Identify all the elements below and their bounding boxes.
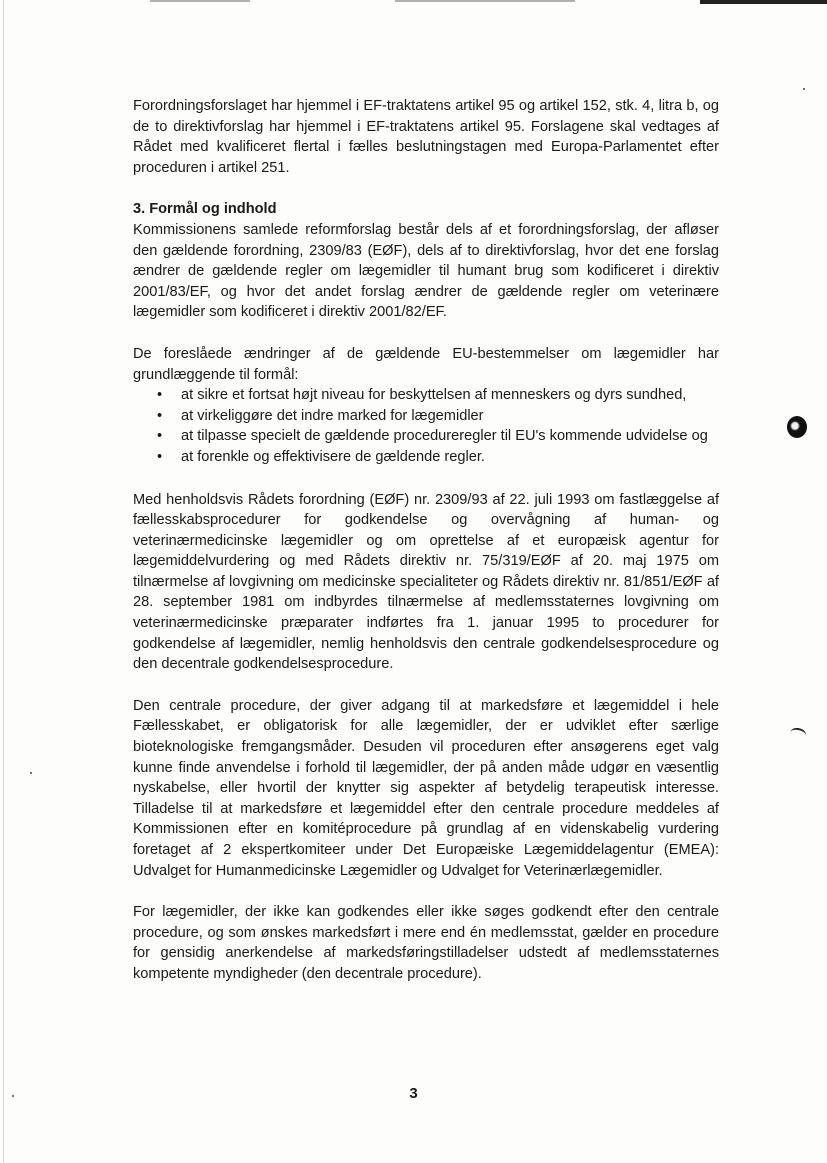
scan-mark [789,726,807,741]
scan-top-mark [700,0,827,4]
paragraph-decentral-procedure: For lægemidler, der ikke kan godkendes eller ikke søges godkendt efter den centrale procedure, og som ønskes markedsført i mere end én medlemsstat, gælder en procedure for gensidig anerkendelse af markedsføringstilladelser udstedt af medlemsstaternes kompetente myndigheder (den decentrale procedure). [133,904,719,982]
list-item: • at tilpasse specielt de gældende procedureregler til EU's kommende udvidelse og [133,426,719,447]
section-heading: 3. Formål og indhold [133,201,277,218]
scan-top-mark [150,0,250,2]
purpose-list [133,385,719,467]
scan-speck [803,88,805,90]
paragraph-purpose-intro: De foreslåede ændringer af de gældende EU-bestemmelser om lægemidler har grundlæggende til formål: [133,345,719,383]
punch-hole-mark [787,416,807,438]
bullet-icon: • [157,428,163,445]
bullet-icon: • [157,448,163,465]
paragraph-central-procedure: Den centrale procedure, der giver adgang til at markedsføre et lægemiddel i hele Fællesskabet, er obligatorisk for alle lægemidler, der er udviklet efter særlige bioteknologiske fremgangsmåder. Desuden vil proceduren efter ansøgerens eget valg kunne finde anvendelse i forhold til lægemidler, der på anden måde udgør en væsentlig nyskabelse, eller hvortil der knytter sig aspekter af betydelig terapeutisk interesse. Tilladelse til at markedsføre et lægemiddel efter den centrale procedure meddeles af Kommissionen efter en komitéprocedure på grundlag af en videnskabelig vurdering foretaget af 2 ekspertkomiteer under Det Europæiske Lægemiddelagentur (EMEA): Udvalget for Humanmedicinske Lægemidler og Udvalget for Veterinærlægemidler. [133,697,719,879]
paragraph-legal-basis: Forordningsforslaget har hjemmel i EF-traktatens artikel 95 og artikel 152, stk. 4, litra b, og de to direktivforslag har hjemmel i EF-traktatens artikel 95. Forslagene skal vedtages af Rådet med kvalificeret flertal i fælles beslutningstagen med Europa-Parlamentet efter proceduren i artikel 251. [133,98,719,176]
list-item: • at virkeliggøre det indre marked for lægemidler [133,406,719,427]
scan-speck [30,772,32,774]
scan-speck [12,1095,14,1097]
list-item: • at forenkle og effektivisere de gældende regler. [133,447,719,468]
page-number: 3 [409,1085,418,1102]
bullet-icon: • [157,407,163,424]
document-body [133,96,719,1006]
scan-edge-line [3,0,4,1163]
paragraph-reform-proposals: Kommissionens samlede reformforslag består dels af et forordningsforslag, der afløser den gældende forordning, 2309/83 (EØF), dels af to direktivforslag, hvor det ene forslag ændrer de gældende regler om lægemidler til humant brug som kodificeret i direktiv 2001/83/EF, og hvor det andet forslag ændrer de gældende regler om veterinære lægemidler som kodificeret i direktiv 2001/82/EF. [133,221,719,321]
list-item: • at sikre et fortsat højt niveau for beskyttelsen af menneskers og dyrs sundhed, [133,385,719,406]
bullet-icon: • [157,387,163,404]
paragraph-procedures-history: Med henholdsvis Rådets forordning (EØF) nr. 2309/93 af 22. juli 1993 om fastlæggelse af fællesskabsprocedurer for godkendelse og overvågning af human- og veterinærmedicinske lægemidler og om oprettelse af et europæisk agentur for lægemiddelvurdering og med Rådets direktiv nr. 75/319/EØF af 20. maj 1975 om tilnærmelse af lovgivning om medicinske specialiteter og Rådets direktiv nr. 81/851/EØF af 28. september 1981 om indbyrdes tilnærmelse af medlemsstaternes lovgivning om veterinærmedicinske præparater indførtes fra 1. januar 1995 to procedurer for godkendelse af lægemidler, nemlig henholdsvis den centrale godkendelsesprocedure og den decentrale godkendelsesprocedure. [133,491,719,673]
scan-top-mark [395,0,575,2]
